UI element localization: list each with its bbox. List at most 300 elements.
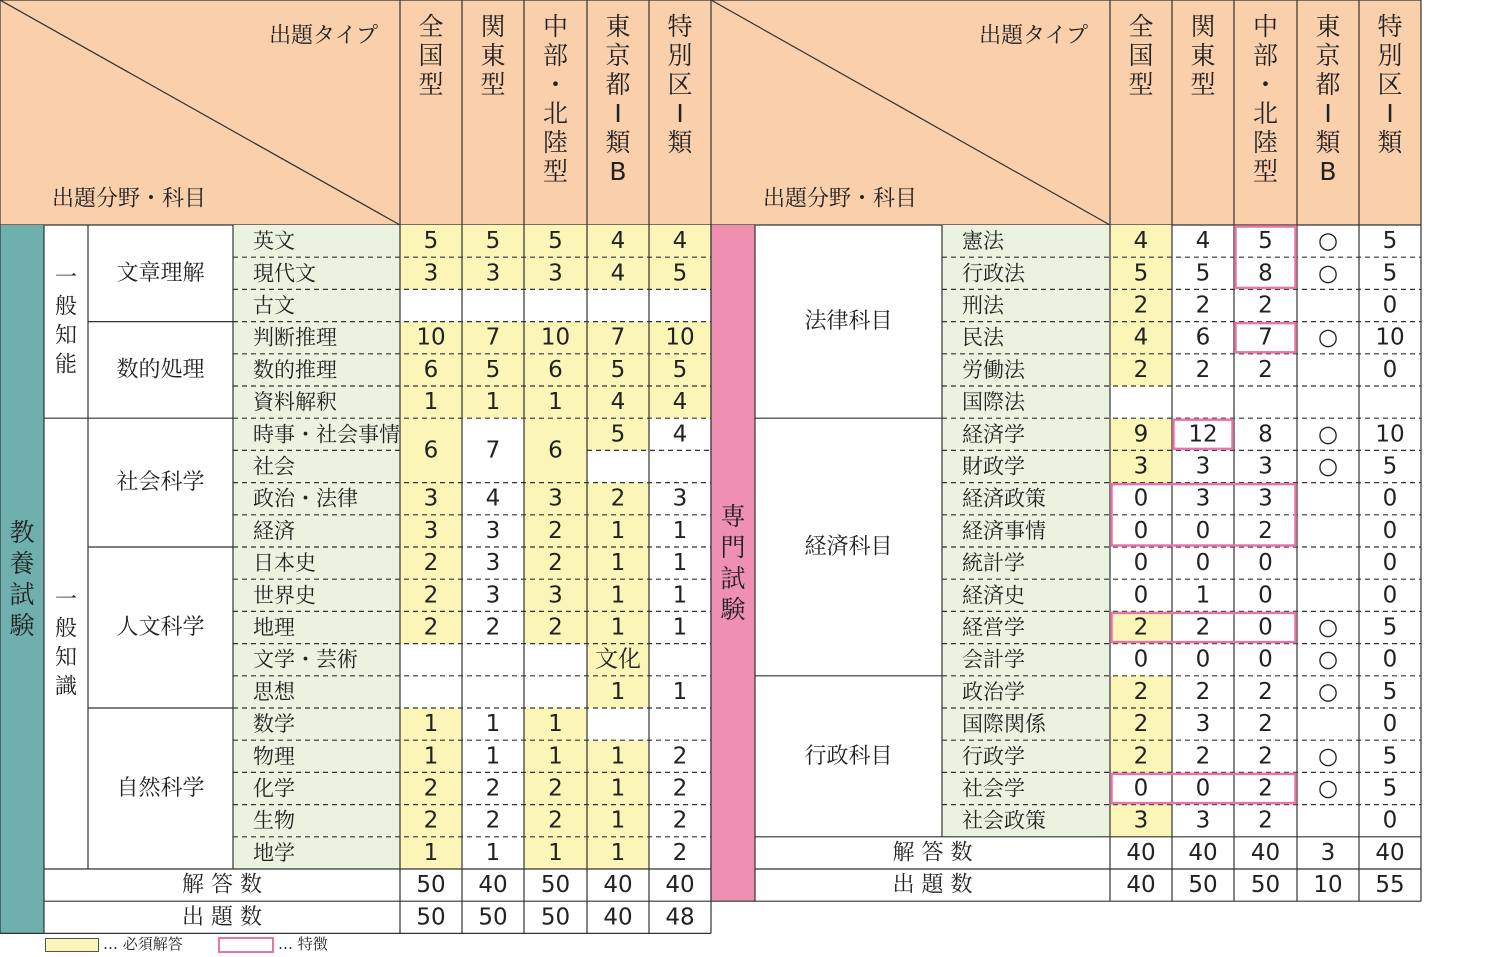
subject-name: 数学 [253,712,295,737]
subject-name: 政治学 [962,679,1025,704]
cell-value: ○ [1317,324,1339,351]
cell-value: 3 [1258,485,1273,512]
cell-value: 1 [610,614,626,641]
cell-value: 10 [540,324,571,351]
cell-value: 3 [1195,485,1211,512]
cell-value: 0 [1382,646,1398,673]
cell-value: 4 [672,421,688,448]
vertical-label-char: 教 [9,518,35,548]
question-count-label: 出 題 数 [892,872,973,898]
cell-value: 1 [610,517,626,544]
subject-name: 経済政策 [962,486,1046,511]
cell-value: 5 [1133,260,1149,287]
vertical-label-char: 験 [9,611,35,641]
cell-value: 2 [548,775,563,802]
field-name: 数的処理 [116,357,205,383]
cell-value: ○ [1317,646,1339,673]
vertical-label-char: 専 [720,502,746,532]
cell-value: 2 [1258,678,1273,705]
cell-value: 1 [423,389,439,416]
cell-value: 2 [1195,292,1211,319]
field-name: 自然科学 [116,776,205,801]
vertical-label-char: 型 [542,157,569,186]
cell-value: 1 [548,711,563,738]
cell-value: 0 [1382,582,1398,609]
answer-count-value: 50 [416,872,446,899]
vertical-label-char: 類 [605,128,631,157]
cell-value: 2 [1133,678,1149,705]
cell-value: 0 [1195,646,1211,673]
subject-name: 地学 [253,840,295,865]
cell-value: 3 [548,485,563,512]
cell-value: 1 [485,389,501,416]
subject-name: 統計学 [962,551,1025,576]
cell-value: 2 [548,517,563,544]
vertical-label-char: Ⅰ [614,99,622,128]
cell-value: 0 [1133,485,1149,512]
cell-value: 1 [672,614,688,641]
cell-value: 2 [548,550,563,577]
cell-value: 2 [1195,678,1211,705]
vertical-label-char: 知 [54,323,78,349]
vertical-label-char: 全 [1128,12,1154,41]
cell-value: 4 [610,228,626,255]
cell-value: 0 [1133,550,1149,577]
required-swatch [45,938,99,952]
question-count-value: 50 [416,904,446,931]
cell-value: 1 [672,517,688,544]
cell-value: 5 [672,356,688,383]
cell-value: 2 [423,550,439,577]
cell-value: 4 [672,228,688,255]
vertical-label-char: 全 [418,12,444,41]
group-label [55,588,77,700]
cell-value: 1 [672,550,688,577]
cell-value: 2 [1258,356,1273,383]
cell-value: 7 [610,324,626,351]
cell-value: ○ [1317,260,1339,287]
feature-swatch [218,937,274,953]
vertical-label-char: 中 [1252,12,1279,41]
question-count-value: 48 [665,904,695,931]
answer-count-label: 解 答 数 [182,872,262,898]
cell-value: 1 [610,839,626,866]
subject-name: 行政学 [962,744,1025,769]
cell-value: 3 [485,550,501,577]
vertical-label-char: 国 [1128,41,1154,70]
vertical-label-char: 国 [418,41,444,70]
cell-value: 1 [610,550,626,577]
cell-value: 0 [1382,711,1398,738]
column-header [480,12,505,99]
vertical-label-char: 関 [480,12,506,41]
cell-value: 2 [485,807,501,834]
field-name: 社会科学 [116,470,205,496]
subject-name: 会計学 [962,647,1025,672]
cell-value: 2 [423,614,439,641]
cell-value: 3 [485,582,501,609]
cell-value: 4 [1133,228,1149,255]
subject-name: 社会政策 [962,808,1046,833]
header-type-label: 出題タイプ [269,23,378,49]
column-header [1190,12,1215,99]
cell-value: 0 [1258,550,1273,577]
cell-value: 2 [423,807,439,834]
cell-value: 2 [1195,614,1211,641]
cell-value: 5 [485,228,501,255]
cell-value: ○ [1317,228,1339,255]
vertical-label-char: 関 [1190,12,1216,41]
cell-value: 3 [1195,807,1211,834]
cell-value: 0 [1382,517,1398,544]
cell-value: 0 [1382,356,1398,383]
vertical-label-char: 門 [720,533,746,563]
subject-name: 行政法 [962,261,1025,286]
vertical-label-char: 試 [720,564,746,594]
vertical-label-char: 別 [667,41,693,70]
header-field-label: 出題分野・科目 [52,186,207,212]
vertical-label-char: 一 [54,265,78,291]
cell-value: 10 [1375,421,1405,448]
vertical-label-char: 能 [54,352,78,378]
cell-value: 2 [1133,292,1149,319]
subject-name: 生物 [253,808,295,833]
cell-value: 1 [485,839,501,866]
column-header [543,12,568,186]
column-header [1128,12,1153,99]
cell-value: 4 [610,260,626,287]
vertical-label-char: 識 [54,674,78,700]
answer-count-value: 3 [1320,839,1336,866]
cell-value: 1 [423,839,439,866]
subject-name: 世界史 [253,583,316,608]
cell-value: 0 [1382,485,1398,512]
cell-value: 9 [1133,421,1149,448]
cell-value: 0 [1258,646,1273,673]
vertical-label-char: 試 [9,580,35,610]
cell-value: 0 [1382,292,1398,319]
cell-value: 0 [1133,775,1149,802]
cell-value: 1 [548,743,563,770]
cell-value: 1 [485,711,501,738]
cell-value: 3 [423,517,439,544]
answer-count-value: 40 [1126,839,1156,866]
cell-value: 2 [1258,743,1273,770]
field-name: 経済科目 [804,534,893,560]
subject-name: 社会 [253,454,295,479]
cell-value: 2 [1195,356,1211,383]
subject-name: 社会学 [962,776,1025,801]
subject-name: 数的推理 [253,357,337,382]
vertical-label-char: 陸 [542,128,569,157]
vertical-label-char: B [1319,157,1337,186]
field-name: 人文科学 [116,615,205,640]
vertical-label-char: 般 [54,616,78,642]
cell-value: 1 [485,743,501,770]
vertical-label-char: 類 [667,128,693,157]
question-count-value: 10 [1313,872,1343,899]
cell-value: 5 [1195,260,1211,287]
cell-value: 5 [1382,228,1398,255]
cell-value: 2 [1133,356,1149,383]
field-name: 法律科目 [804,309,893,335]
subject-name: 国際関係 [962,712,1046,737]
cell-value: 0 [1258,582,1273,609]
cell-value: ○ [1317,775,1339,802]
column-header [418,12,443,99]
subject-name: 刑法 [962,293,1004,318]
subject-name: 経済事情 [962,518,1046,543]
cell-value: 0 [1195,775,1211,802]
vertical-label-char: 型 [1128,70,1154,99]
subject-name: 労働法 [962,357,1025,382]
cell-value: 7 [485,324,501,351]
subject-name: 化学 [253,776,295,801]
cell-value: 4 [672,389,688,416]
cell-value: 10 [1375,324,1405,351]
cell-value: 3 [1195,711,1211,738]
cell-value: 7 [485,437,501,464]
cell-value: 1 [610,678,626,705]
subject-name: 日本史 [253,551,316,576]
cell-value: 2 [423,775,439,802]
legend-required-label: … 必須解答 [103,935,183,953]
cell-value: 2 [1258,711,1273,738]
answer-count-value: 40 [1375,839,1405,866]
column-header [1377,12,1402,157]
cell-value: 5 [1382,775,1398,802]
legend-feature [218,934,328,954]
vertical-label-char: 部 [1252,41,1279,70]
subject-name: 国際法 [962,390,1025,415]
cell-value: 4 [485,485,501,512]
vertical-label-char: 型 [1190,70,1216,99]
cell-value: 5 [672,260,688,287]
cell-value: 3 [1133,807,1149,834]
subject-name: 物理 [253,744,295,769]
vertical-label-char: 陸 [1252,128,1279,157]
question-count-value: 50 [478,904,508,931]
cell-value: 6 [548,437,563,464]
vertical-label-char: Ⅰ [1386,99,1394,128]
subject-name: 経営学 [962,615,1025,640]
cell-value: 5 [423,228,439,255]
vertical-label-char: 区 [667,70,693,99]
column-header [1253,12,1278,186]
answer-count-value: 40 [1188,839,1218,866]
cell-value: 2 [1133,711,1149,738]
subject-name: 現代文 [253,261,316,286]
cell-value: 1 [610,775,626,802]
cell-value: 2 [1258,775,1273,802]
cell-value: 4 [1195,228,1211,255]
vertical-label-char: Ⅰ [676,99,684,128]
vertical-label-char: 型 [418,70,444,99]
group-label [55,266,77,378]
cell-value: 5 [1258,228,1273,255]
cell-value: 3 [1258,453,1273,480]
cell-value: 0 [1133,582,1149,609]
header-field-label: 出題分野・科目 [763,186,918,212]
cell-value: 4 [1133,324,1149,351]
vertical-label-char: 知 [54,645,78,671]
cell-value: 12 [1188,421,1218,448]
cell-value: 文化 [595,646,641,673]
cell-value: 1 [423,711,439,738]
legend-feature-label: … 特徴 [278,935,328,953]
vertical-label-char: 東 [1315,12,1341,41]
vertical-label-char: 中 [542,12,569,41]
cell-value: 3 [1195,453,1211,480]
cell-value: 5 [548,228,563,255]
vertical-label-char: 都 [605,70,631,99]
vertical-label-char: ･ [1259,70,1272,99]
subject-name: 民法 [962,325,1004,350]
cell-value: 6 [423,356,439,383]
vertical-label-char: 養 [9,549,35,579]
cell-value: 2 [1133,743,1149,770]
kyouyou-bar [0,225,44,933]
question-count-value: 40 [1126,872,1156,899]
cell-value: 5 [1382,453,1398,480]
cell-value: 0 [1195,517,1211,544]
vertical-label-char: 型 [1252,157,1279,186]
vertical-label-char: 東 [480,41,506,70]
cell-value: ○ [1317,614,1339,641]
field-name: 行政科目 [804,743,893,769]
cell-value: 2 [548,807,563,834]
cell-value: 1 [610,807,626,834]
subject-name: 憲法 [962,229,1004,254]
cell-value: 8 [1258,421,1273,448]
cell-value: 1 [610,743,626,770]
cell-value: 1 [610,582,626,609]
cell-value: 2 [610,485,626,512]
subject-name: 古文 [253,293,295,318]
answer-count-value: 50 [540,872,571,899]
subject-name: 文学・芸術 [253,647,358,672]
cell-value: 2 [1258,517,1273,544]
vertical-label-char: 京 [605,41,631,70]
cell-value: ○ [1317,678,1339,705]
vertical-label-char: ･ [549,70,562,99]
subject-name: 時事・社会事情 [253,422,400,447]
cell-value: 5 [485,356,501,383]
question-count-value: 40 [603,904,633,931]
vertical-label-char: 区 [1377,70,1403,99]
cell-value: 1 [672,678,688,705]
question-count-label: 出 題 数 [182,904,262,930]
senmon-bar [711,225,755,901]
cell-value: 5 [1382,260,1398,287]
cell-value: 0 [1258,614,1273,641]
cell-value: 2 [1133,614,1149,641]
answer-count-value: 40 [603,872,633,899]
vertical-label-char: B [609,157,627,186]
cell-value: 5 [1382,614,1398,641]
cell-value: 3 [1133,453,1149,480]
cell-value: 0 [1133,646,1149,673]
cell-value: 3 [672,485,688,512]
field-name: 文章理解 [116,260,205,286]
vertical-label-char: 別 [1377,41,1403,70]
cell-value: ○ [1317,743,1339,770]
vertical-label-char: 都 [1315,70,1341,99]
cell-value: 0 [1382,807,1398,834]
cell-value: 5 [1382,743,1398,770]
cell-value: 2 [1258,807,1273,834]
answer-count-value: 40 [1250,839,1281,866]
cell-value: 6 [1195,324,1211,351]
cell-value: 10 [665,324,695,351]
cell-value: ○ [1317,453,1339,480]
cell-value: 2 [672,743,688,770]
cell-value: 2 [423,582,439,609]
vertical-label-char: 一 [54,587,78,613]
cell-value: 1 [423,743,439,770]
cell-value: 1 [1195,582,1211,609]
cell-value: 5 [610,356,626,383]
cell-value: 3 [423,260,439,287]
cell-value: 2 [672,839,688,866]
cell-value: 5 [1382,678,1398,705]
cell-value: 4 [610,389,626,416]
cell-value: 3 [548,260,563,287]
cell-value: 10 [416,324,446,351]
vertical-label-char: 東 [1190,41,1216,70]
cell-value: 1 [548,839,563,866]
answer-count-value: 40 [478,872,508,899]
vertical-label-char: 特 [1377,12,1403,41]
subject-name: 英文 [253,229,295,254]
answer-count-label: 解 答 数 [892,840,973,866]
subject-name: 経済 [253,518,295,543]
vertical-label-char: 般 [54,294,78,320]
subject-name: 経済史 [962,583,1025,608]
vertical-label-char: 北 [542,99,569,128]
cell-value: 2 [485,775,501,802]
cell-value: 2 [672,775,688,802]
vertical-label-char: 東 [605,12,631,41]
vertical-label-char: 類 [1315,128,1341,157]
cell-value: 0 [1195,550,1211,577]
cell-value: 3 [423,485,439,512]
vertical-label-char: 特 [667,12,693,41]
cell-value: 3 [485,260,501,287]
subject-name: 地理 [253,615,295,640]
cell-value: 0 [1382,550,1398,577]
cell-value: 5 [610,421,626,448]
cell-value: 1 [548,389,563,416]
question-count-value: 50 [1250,872,1281,899]
cell-value: 2 [485,614,501,641]
vertical-label-char: 型 [480,70,506,99]
cell-value: 2 [1258,292,1273,319]
cell-value: 7 [1258,324,1273,351]
subject-name: 判断推理 [253,325,337,350]
question-count-value: 50 [1188,872,1218,899]
vertical-label-char: 北 [1252,99,1279,128]
cell-value: 6 [423,437,439,464]
header-type-label: 出題タイプ [979,23,1088,49]
vertical-label-char: 験 [720,595,746,625]
cell-value: 8 [1258,260,1273,287]
question-count-value: 50 [540,904,571,931]
vertical-label-char: 京 [1315,41,1341,70]
cell-value: 3 [485,517,501,544]
cell-value: 2 [548,614,563,641]
vertical-label-char: Ⅰ [1324,99,1332,128]
